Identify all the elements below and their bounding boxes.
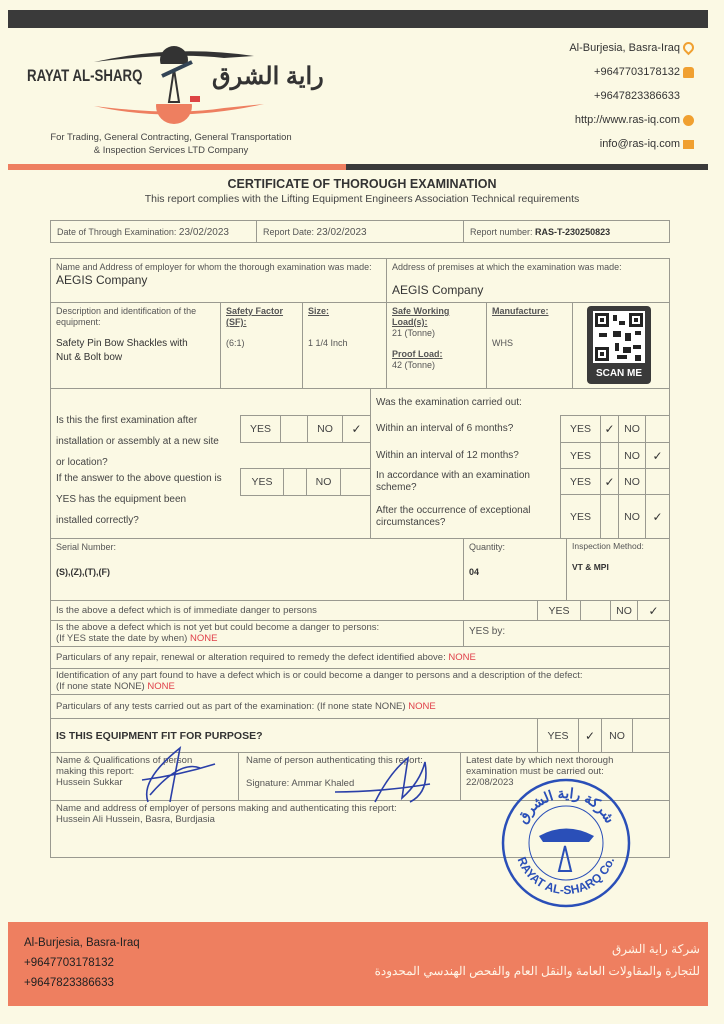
fit-no-label: NO [601,718,633,753]
report-number-value: RAS-T-230250823 [535,227,611,237]
footer-address: Al-Burjesia, Basra-Iraq [24,937,140,949]
exceptional-yes-box[interactable] [600,494,619,539]
size-cell [302,302,387,389]
fit-yes-label: YES [537,718,579,753]
top-bar [8,10,708,28]
manufacture-label: Manufacture: [492,306,549,316]
exceptional-yes-label: YES [560,494,601,539]
mail-icon [683,140,694,149]
installed-yes-label: YES [240,468,284,496]
exam-date-cell [50,220,257,243]
first-exam-yes-label: YES [240,415,281,443]
quantity-cell [463,538,567,601]
certificate-subtitle: This report complies with the Lifting Equipment Engineers Association Technical requirements [144,193,580,205]
inspection-method-cell [566,538,670,601]
interval-6-no-box[interactable] [645,415,670,443]
first-exam-yes-box[interactable] [280,415,308,443]
premises-cell [386,258,670,303]
report-number-cell [463,220,670,243]
installed-q-line-1: If the answer to the above question is [56,473,222,484]
immediate-yes-box[interactable] [580,600,611,621]
interval-6-question: Within an interval of 6 months? [376,423,514,434]
repair-label: Particulars of any repair, renewal or alteration required to remedy the defect identified above: [56,652,446,663]
footer-ar-line-2: للتجارة والمقاولات العامة والنقل العام والفحص الهندسي المحدودة [374,964,700,978]
future-danger-row [50,620,464,647]
serial-cell [50,538,464,601]
report-date-label: Report Date: [263,227,315,237]
report-date-cell [256,220,464,243]
identification-hint: (If none state NONE) [56,681,145,692]
swl-label: Safe Working Load(s): [392,306,450,327]
repair-text [56,652,664,663]
stamp-text-ar: شركة راية الشرق [513,784,619,826]
size-value: 1 1/4 Inch [308,338,348,348]
tests-value: NONE [408,701,436,712]
interval-12-yes-box[interactable] [600,442,619,469]
maker-label-2: making this report: [56,766,135,777]
immediate-no-box[interactable]: ✓ [637,600,670,621]
safety-factor-value: (6:1) [226,338,245,348]
fit-for-purpose-label: IS THIS EQUIPMENT FIT FOR PURPOSE? [56,730,263,742]
immediate-danger-label: Is the above a defect which is of immediate danger to persons [56,605,317,616]
first-exam-no-box[interactable]: ✓ [342,415,371,443]
employer-label: Name and Address of employer for whom the thorough examination was made: [56,262,372,272]
serial-value: (S),(Z),(T),(F) [56,567,110,577]
scheme-yes-box[interactable]: ✓ [600,468,619,495]
interval-6-no-label: NO [618,415,646,443]
fit-yes-box[interactable]: ✓ [578,718,602,753]
proof-load-value: 42 (Tonne) [392,360,436,370]
company-name-en: RAYAT AL-SHARQ [27,66,143,85]
header-phone-1: +9647703178132 [594,66,680,78]
manufacture-value: WHS [492,338,513,348]
company-stamp [499,776,633,910]
description-line-1: Safety Pin Bow Shackles with [56,338,188,349]
interval-6-yes-label: YES [560,415,601,443]
manufacture-cell [486,302,573,389]
interval-12-yes-label: YES [560,442,601,469]
next-exam-label-1: Latest date by which next thorough [466,755,614,766]
footer-ar-line-1: شركة راية الشرق [611,942,700,956]
first-exam-q-line-2: installation or assembly at a new site [56,436,219,447]
next-exam-date: 22/08/2023 [466,777,514,788]
exam-date-label: Date of Through Examination: [57,227,177,237]
fit-no-box[interactable] [632,718,670,753]
quantity-value: 04 [469,567,480,577]
report-employer-value: Hussein Ali Hussein, Basra, Burdjasia [56,814,215,825]
identification-row [50,668,670,695]
report-employer-label: Name and address of employer of persons making and authenticating this report: [56,803,397,814]
interval-12-no-label: NO [618,442,646,469]
header-address: Al-Burjesia, Basra-Iraq [569,42,680,54]
qr-code-icon [593,311,645,363]
yes-by-label: YES by: [469,626,506,637]
future-danger-hint: (If YES state the date by when) [56,633,188,644]
signature-maker [120,740,220,810]
tagline [26,131,316,157]
scheme-question: In accordance with an examination scheme? [376,470,530,493]
interval-12-no-box[interactable]: ✓ [645,442,670,469]
premises-value: AEGIS Company [392,283,484,297]
swl-cell [386,302,487,389]
tests-row [50,694,670,719]
scheme-yes-label: YES [560,468,601,495]
identification-value: NONE [147,681,175,692]
installed-q-line-2: YES has the equipment been [56,494,187,505]
maker-label-1: Name & Qualifications of person [56,755,193,766]
location-pin-icon [681,40,697,56]
future-danger-value: NONE [189,633,218,644]
scheme-no-box[interactable] [645,468,670,495]
header-email[interactable]: info@ras-iq.com [599,138,680,150]
interval-6-yes-box[interactable]: ✓ [600,415,619,443]
footer-contact [24,933,140,993]
description-label: Description and identification of the equipment: [56,306,197,327]
size-label: Size: [308,306,330,316]
tagline-line-1: For Trading, General Contracting, General Transportation [50,132,292,143]
installed-correctly-question [56,468,222,531]
first-exam-q-line-3: or location? [56,457,108,468]
signature-authenticator [330,752,440,807]
installed-yes-box[interactable] [283,468,307,496]
installed-no-label: NO [306,468,341,496]
identification-line-2 [56,681,664,692]
future-danger-line-1: Is the above a defect which is not yet but could become a danger to persons: [56,622,380,633]
premises-label: Address of premises at which the examination was made: [392,262,622,272]
scan-me-label: SCAN ME [595,368,643,379]
employer-value: AEGIS Company [56,273,148,287]
footer-phone-2: +9647823386633 [24,977,114,989]
immediate-danger-row [50,600,538,621]
company-name-ar: راية الشرق [212,63,324,90]
footer-phone-1: +9647703178132 [24,957,114,969]
repair-value: NONE [448,652,476,663]
identification-line-1: Identification of any part found to have a defect which is or could become a danger to persons and a description of the defect: [56,670,583,681]
qr-code[interactable] [587,306,651,384]
immediate-no-label: NO [610,600,638,621]
first-exam-question [56,410,219,473]
first-exam-q-line-1: Is this the first examination after [56,415,198,426]
divider-orange [8,164,346,170]
header-phone-2: +9647823386633 [594,90,680,102]
installed-q-line-3: installed correctly? [56,515,139,526]
tests-text [56,701,664,712]
repair-row [50,646,670,669]
inspection-method-value: VT & MPI [572,562,609,572]
quantity-label: Quantity: [469,542,506,552]
immediate-yes-label: YES [537,600,581,621]
safety-factor-cell [220,302,303,389]
authenticator-label: Name of person authenticating this report: [246,755,423,766]
maker-name: Hussein Sukkar [56,777,123,788]
safety-factor-label: Safety Factor (SF): [226,306,284,327]
yes-by-cell [463,620,670,647]
inspection-method-label: Inspection Method: [572,541,644,551]
swl-value: 21 (Tonne) [392,328,436,338]
exceptional-no-box[interactable]: ✓ [645,494,670,539]
description-cell [50,302,221,389]
employer-cell [50,258,387,303]
exceptional-question: After the occurrence of exceptional circumstances? [376,505,531,528]
first-exam-no-label: NO [307,415,343,443]
report-date-value: 23/02/2023 [316,227,367,238]
header-website[interactable]: http://www.ras-iq.com [574,114,680,126]
serial-label: Serial Number: [56,542,117,552]
scheme-no-label: NO [618,468,646,495]
authenticator-signature: Signature: Ammar Khaled [246,778,355,789]
next-exam-label-2: examination must be carried out: [466,766,604,777]
divider-dark [346,164,708,170]
telephone-icon [683,67,694,78]
description-line-2: Nut & Bolt bow [56,352,123,363]
proof-load-label: Proof Load: [392,349,443,359]
tests-label: Particulars of any tests carried out as part of the examination: (If none state NONE) [56,701,406,712]
carried-out-label: Was the examination carried out: [376,397,522,408]
interval-12-question: Within an interval of 12 months? [376,450,519,461]
globe-icon [683,115,694,126]
tagline-line-2: & Inspection Services LTD Company [93,145,249,156]
exam-date-value: 23/02/2023 [178,227,229,238]
installed-no-box[interactable] [340,468,371,496]
future-danger-line-2 [56,633,458,644]
footer-arabic [375,938,700,982]
report-number-label: Report number: [470,227,533,237]
certificate-title: CERTIFICATE OF THOROUGH EXAMINATION [227,177,497,191]
stamp-text-en: RAYAT AL-SHARQ Co. [514,854,618,898]
exceptional-no-label: NO [618,494,646,539]
